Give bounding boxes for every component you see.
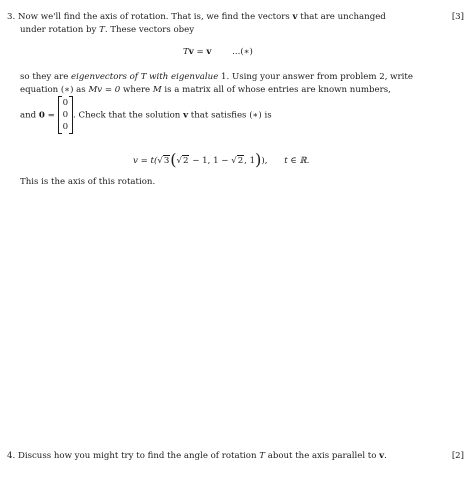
p2-eigen-phrase: eigenvectors of T with eigenvalue: [71, 72, 219, 82]
vec-entry: 0: [62, 122, 69, 132]
q3-line2-text-b: . These vectors obey: [104, 25, 195, 35]
vec-entry: 0: [62, 110, 69, 120]
sol-sqrt2a: 2: [183, 156, 189, 166]
p2-line3-a: and: [20, 110, 37, 121]
q4-number: 4.: [7, 451, 16, 461]
sol-end: , 1: [244, 156, 256, 166]
vec-entry: 0: [62, 98, 69, 108]
q3-closing: This is the axis of this rotation.: [20, 177, 156, 187]
sol-sqrt3: 3: [163, 156, 170, 166]
q4-line: [7, 451, 387, 461]
p2-line2-a: equation (∗) as: [20, 85, 86, 95]
q3-equation: [183, 47, 253, 57]
p2-line1-a: so they are: [20, 72, 69, 82]
q3-T: T: [99, 25, 105, 35]
q3-line1-text-b: that are unchanged: [300, 12, 386, 22]
p2-line3-c: that satisfies (∗) is: [190, 110, 272, 121]
sol-sqrt2b: 2: [237, 156, 244, 166]
q3-line1-text: Now we'll find the axis of rotation. That is, we find the vectors: [17, 12, 290, 22]
p2-v: v: [183, 110, 189, 121]
sol-mid: − 1, 1 −: [189, 156, 232, 166]
q3-vector-v: v: [292, 12, 298, 22]
p2-zero-vector: 0: [38, 110, 45, 121]
q3-line2-text-a: under rotation by: [20, 25, 97, 35]
p2-line1-b: 1. Using your answer from problem 2, write: [221, 72, 413, 82]
q4-T: T: [259, 451, 265, 461]
q3-p2-line1: [20, 72, 413, 82]
q3-line2: [20, 25, 194, 35]
eq-equals: =: [196, 47, 204, 57]
q4-text-b: about the axis parallel to: [267, 451, 377, 461]
p2-line2-c: is a matrix all of whose entries are known numbers,: [164, 85, 391, 95]
solution-equation: v = t(√3(√2 − 1, 1 − √2, 1)), t ∈ ℝ.: [133, 150, 310, 169]
q3-p2-line3: [20, 96, 272, 134]
q3-marks: [3]: [451, 12, 464, 22]
sol-close: ),: [261, 156, 268, 166]
q3-p2-line2: [20, 85, 391, 95]
zero-column-vector: [58, 96, 73, 134]
q4-text-a: Discuss how you might try to find the angle of rotation: [17, 451, 257, 461]
eq-rhs-v: v: [206, 47, 212, 57]
sol-v: v = t(: [133, 156, 158, 166]
q3-number: 3.: [7, 12, 16, 22]
eq-tag: ...(∗): [232, 47, 253, 57]
eq-lhs-v: v: [188, 47, 194, 57]
p2-Mv: Mv = 0: [88, 85, 121, 95]
p2-equals: =: [47, 110, 55, 121]
q3-line1: [7, 12, 386, 22]
p2-line2-b: where: [122, 85, 151, 95]
eq-lhs-T: T: [183, 47, 189, 57]
q4-text-c: .: [384, 451, 387, 461]
q4-marks: [2]: [451, 451, 464, 461]
sol-t: t ∈ ℝ.: [284, 156, 310, 166]
p2-line3-b: . Check that the solution: [73, 110, 181, 121]
q4-v: v: [379, 451, 385, 461]
p2-M: M: [152, 85, 162, 95]
